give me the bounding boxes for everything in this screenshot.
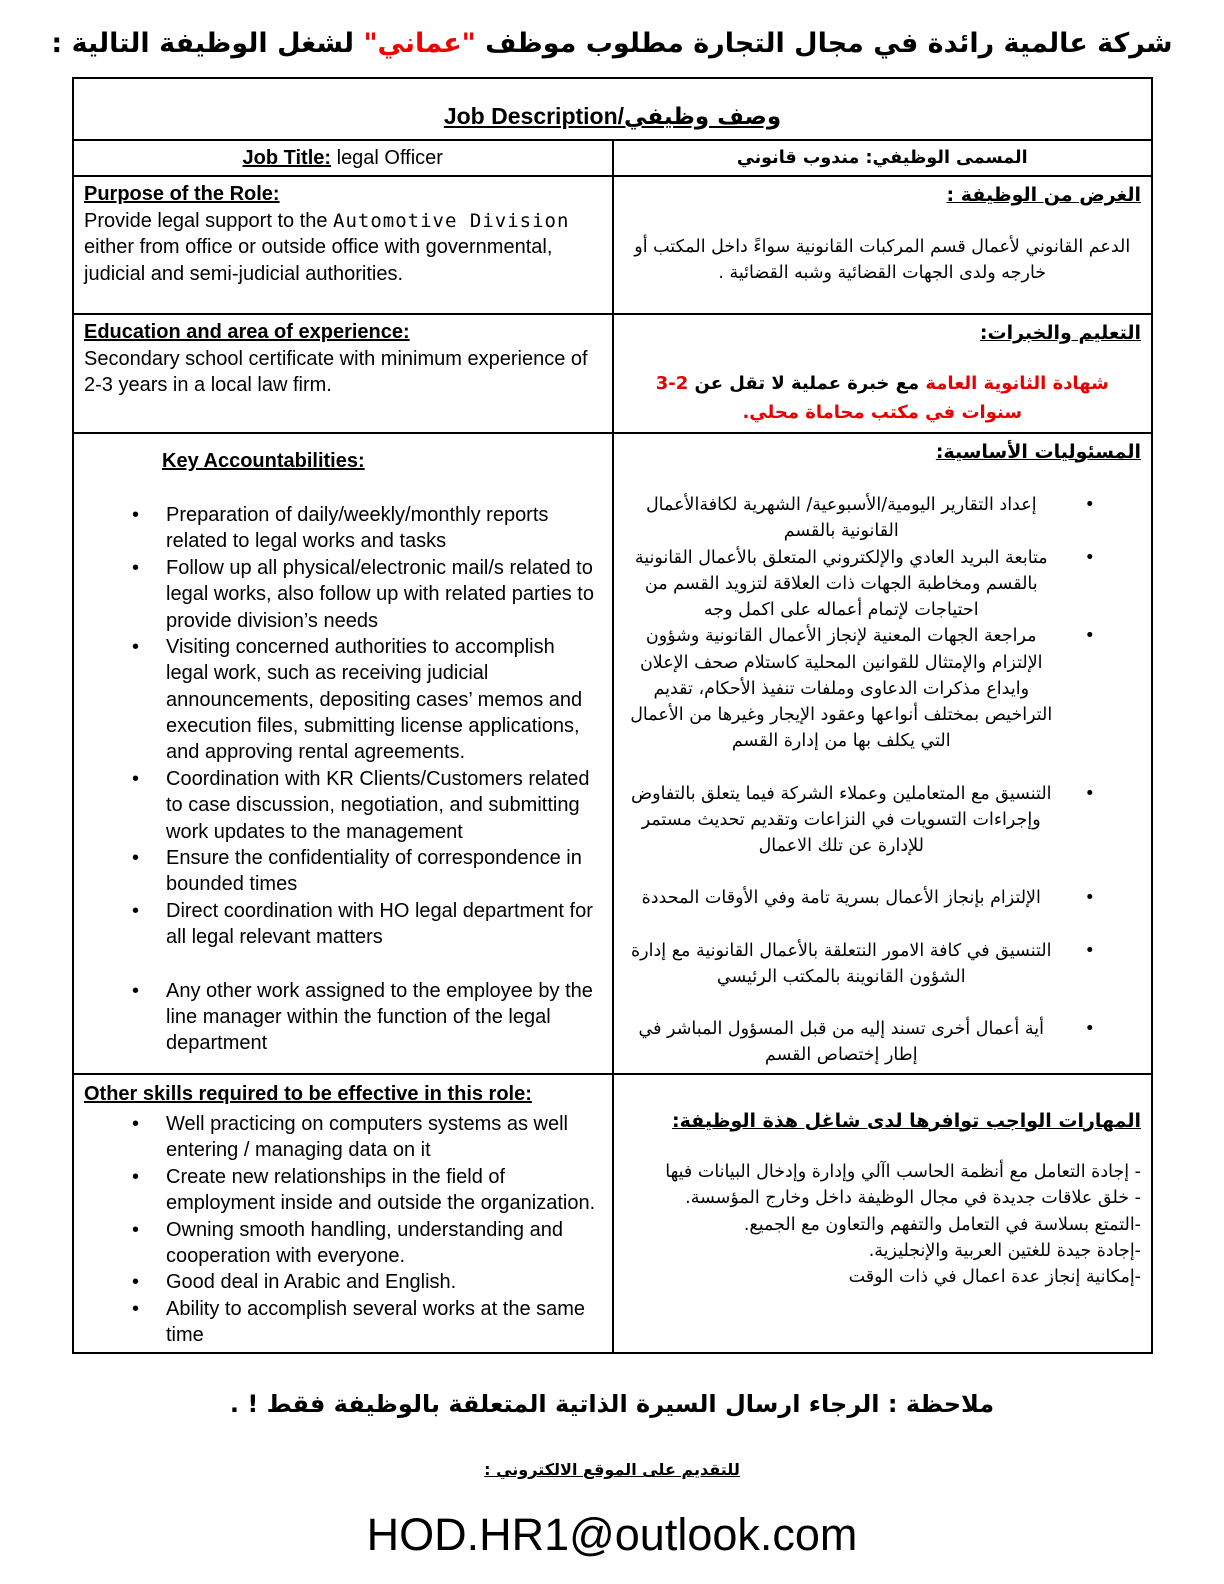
job-title-cell-ar: المسمى الوظيفي: مندوب قانوني <box>613 140 1153 176</box>
list-item: - خلق علاقات جديدة في مجال الوظيفة داخل وخارج المؤسسة. <box>685 1188 1141 1209</box>
list-item: • Coordination with KR Clients/Customers related to case discussion, negotiation, and submitting work updates to the management <box>130 766 602 845</box>
skills-list-ar <box>624 1159 1142 1290</box>
table-row-purpose <box>73 176 1152 314</box>
table-row-main-header <box>73 78 1152 140</box>
list-item: • Follow up all physical/electronic mail/s related to legal works, also follow up with related parties to provide division’s needs <box>130 555 602 634</box>
purpose-header-ar: الغرض من الوظيفة : <box>946 184 1141 207</box>
table-row-job-title <box>73 140 1152 176</box>
education-header-en: Education and area of experience: <box>84 321 410 344</box>
list-item: • Ensure the confidentiality of correspondence in bounded times <box>130 845 602 898</box>
accountabilities-list-en <box>84 502 602 1057</box>
list-item: • أية أعمال أخرى تسند إليه من قبل المسؤول المباشر في إطار إختصاص القسم <box>624 1016 1098 1069</box>
list-item: • إعداد التقارير اليومية/الأسبوعية/ الشهرية لكافةالأعمال القانونية بالقسم <box>624 492 1098 545</box>
list-item: -إمكانية إنجاز عدة اعمال في ذات الوقت <box>848 1267 1141 1288</box>
purpose-cell-ar <box>613 176 1153 314</box>
table-row-skills <box>73 1074 1152 1354</box>
list-item: -التمتع بسلاسة في التعامل والتفهم والتعاون مع الجميع. <box>743 1214 1141 1235</box>
list-item: -إجادة جيدة للغتين العربية والإنجليزية. <box>868 1240 1141 1261</box>
list-item: • الإلتزام بإنجاز الأعمال بسرية تامة وفي الأوقات المحددة <box>624 885 1098 911</box>
main-header-cell <box>73 78 1152 140</box>
education-text-en: Secondary school certificate with minimum experience of 2-3 years in a local law firm. <box>84 347 588 397</box>
purpose-mono-text: Automotive Division <box>333 209 570 232</box>
accountabilities-header-ar: المسئوليات الأساسية: <box>935 440 1141 463</box>
job-title-cell-en <box>73 140 613 176</box>
list-item: • Any other work assigned to the employee by the line manager within the function of the legal department <box>130 978 602 1057</box>
education-text-ar: شهادة الثانوية العامة مع خبرة عملية لا تقل عن 2-3 سنوات في مكتب محاماة محلي. <box>655 372 1109 423</box>
purpose-cell-en <box>73 176 613 314</box>
skills-list-en <box>84 1111 602 1349</box>
page-title-suffix: لشغل الوظيفة التالية : <box>51 28 364 59</box>
skills-cell-en <box>73 1074 613 1354</box>
skills-cell-ar <box>613 1074 1153 1354</box>
purpose-text-en: Provide legal support to the Automotive Division either from office or outside office with governmental, judicial and semi-judicial authorities. <box>84 209 570 285</box>
job-title-value: legal Officer <box>331 147 443 170</box>
purpose-text-ar: الدعم القانوني لأعمال قسم المركبات القانونية سواءً داخل المكتب أو خارجه ولدى الجهات القضائية وشبه القضائية . <box>634 236 1131 284</box>
note-line: ملاحظة : الرجاء ارسال السيرة الذاتية المتعلقة بالوظيفة فقط ! . <box>229 1390 995 1419</box>
main-header-en: Job Description/ <box>443 102 625 129</box>
list-item: • مراجعة الجهات المعنية لإنجاز الأعمال القانونية وشؤون الإلتزام والإمتثال للقوانين المحلية كاستلام صحف الإعلان وايداع مذكرات الدعاوى وملفات تنفيذ الأحكام، تقديم التراخيص بمختلف أنواعها وعقود الإيجار وغيرها من الأعمال التي يكلف بها من إدارة القسم <box>624 623 1098 754</box>
education-header-ar: التعليم والخبرات: <box>979 322 1141 345</box>
job-description-table <box>72 77 1153 1354</box>
table-row-education <box>73 314 1152 432</box>
list-item: • Create new relationships in the field of employment inside and outside the organization. <box>130 1164 602 1217</box>
list-item: • Visiting concerned authorities to accomplish legal work, such as receiving judicial announcements, depositing cases’ memos and execution files, submitting license applications, and approving rental agreements. <box>130 634 602 766</box>
job-title-label: Job Title: <box>242 147 332 170</box>
purpose-header-en: Purpose of the Role: <box>84 183 280 206</box>
list-item: • Ability to accomplish several works at the same time <box>130 1296 602 1349</box>
accountabilities-cell-ar <box>613 433 1153 1074</box>
main-header-ar: وصف وظيفي <box>624 103 782 130</box>
list-item: • متابعة البريد العادي والإلكتروني المتعلق بالأعمال القانونية بالقسم ومخاطبة الجهات ذات العلاقة لتزويد القسم من احتياجات لإتمام أعماله على اكمل وجه <box>624 545 1098 624</box>
skills-header-en: Other skills required to be effective in this role: <box>84 1082 532 1105</box>
education-cell-ar <box>613 314 1153 432</box>
list-item: - إجادة التعامل مع أنظمة الحاسب اآلي وإدارة وإدخال البيانات فيها <box>665 1162 1141 1183</box>
page-title-highlight: "عماني" <box>363 28 476 59</box>
table-row-accountabilities <box>73 433 1152 1074</box>
accountabilities-header-en: Key Accountabilities: <box>162 449 365 472</box>
list-item: • Preparation of daily/weekly/monthly reports related to legal works and tasks <box>130 502 602 555</box>
skills-header-ar: المهارات الواجب توافرها لدى شاغل هذة الوظيفة: <box>672 1109 1141 1132</box>
page-title <box>40 26 1184 61</box>
page-title-prefix: شركة عالمية رائدة في مجال التجارة مطلوب موظف <box>475 28 1173 59</box>
list-item: • Direct coordination with HO legal department for all legal relevant matters <box>130 898 602 951</box>
main-header-text <box>444 89 781 130</box>
contact-email: HOD.HR1@outlook.com <box>366 1509 858 1561</box>
list-item: • التنسيق في كافة الامور النتعلقة بالأعمال القانونية مع إدارة الشؤون القانوينة بالمكتب الرئيسي <box>624 938 1098 991</box>
list-item: • Owning smooth handling, understanding and cooperation with everyone. <box>130 1217 602 1270</box>
apply-instruction: للتقديم على الموقع الالكتروني : <box>484 1460 740 1480</box>
list-item: • Good deal in Arabic and English. <box>130 1269 602 1295</box>
list-item: • التنسيق مع المتعاملين وعملاء الشركة فيما يتعلق بالتفاوض وإجراءات التسويات في النزاعات وتقديم تحديث مستمر للإدارة عن تلك الاعمال <box>624 781 1098 860</box>
education-cell-en <box>73 314 613 432</box>
list-item: • Well practicing on computers systems as well entering / managing data on it <box>130 1111 602 1164</box>
accountabilities-list-ar <box>624 492 1142 1069</box>
accountabilities-cell-en <box>73 433 613 1074</box>
